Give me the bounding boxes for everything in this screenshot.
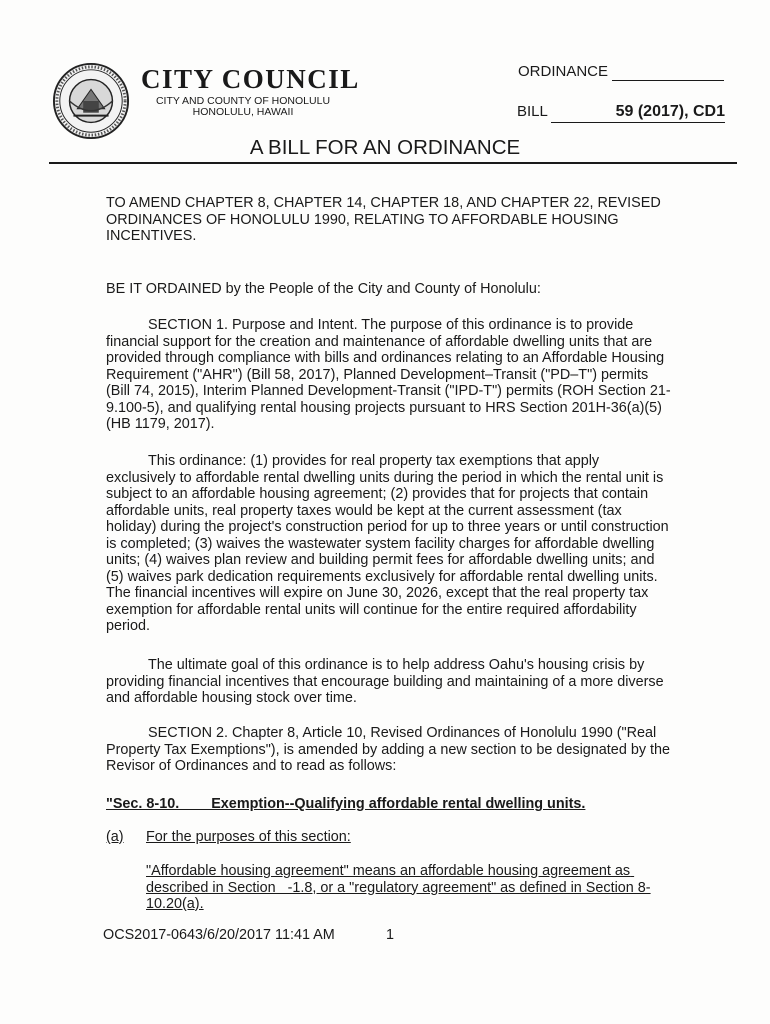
enacting-clause: BE IT ORDAINED by the People of the City and County of Honolulu: (106, 281, 541, 297)
bill-subject: TO AMEND CHAPTER 8, CHAPTER 14, CHAPTER 18, AND CHAPTER 22, REVISED ORDINANCES OF HONOLULU 1990, RELATING TO AFFORDABLE HOUSING INCENTIVES. (106, 195, 661, 244)
header-divider (49, 162, 737, 164)
bill-label: BILL (517, 103, 548, 120)
section-2-amendment: SECTION 2. Chapter 8, Article 10, Revised Ordinances of Honolulu 1990 ("Real Property Tax Exemptions"), is amended by adding a new section to be designated by the Revisor of Ordinances and to read as follows: (106, 725, 671, 774)
subsection-a-text: For the purposes of this section: (146, 829, 351, 845)
page-number: 1 (386, 927, 395, 943)
footer-document-id: OCS2017-0643/6/20/2017 11:41 AM (103, 927, 335, 943)
subsection-a-label: (a) (106, 829, 124, 845)
definition-affordable-housing-agreement: "Affordable housing agreement" means an affordable housing agreement as described in Section -1.8, or a "regulatory agreement" as defined in Section 8-10.20(a). (146, 863, 651, 912)
ordinance-label: ORDINANCE (518, 63, 609, 80)
section-1-purpose: SECTION 1. Purpose and Intent. The purpose of this ordinance is to provide financial support for the creation and maintenance of affordable dwelling units that are provided through compliance with bills and ordinances relating to an Affordable Housing Requirement ("AHR") (Bill 58, 2017), Planned Development–Transit ("PD–T") permits (Bill 74, 2015), Interim Planned Development-Transit ("IPD-T") permits (ROH Section 21-9.100-5), and qualifying rental housing projects pursuant to HRS Section 201H-36(a)(5) (HB 1179, 2017). (106, 317, 671, 432)
city-seal-icon (52, 62, 130, 140)
ordinance-number-blank (612, 80, 724, 81)
paragraph-incentives: This ordinance: (1) provides for real property tax exemptions that apply exclusively to affordable rental dwelling units during the period in which the rental unit is subject to an affordable housing agreement; (2) provides that for projects that contain affordable units, real property taxes would be kept at the current assessment (tax holiday) during the project's construction period for up to three years or until construction is completed; (3) waives the wastewater system facility charges for affordable dwelling units; (4) waives plan review and building permit fees for affordable dwelling units; and (5) waives park dedication requirements exclusively for affordable rental dwelling units. The financial incentives will expire on June 30, 2026, except that the real property tax exemption for affordable rental units will continue for the entire required affordability period. (106, 453, 669, 634)
bill-title: A BILL FOR AN ORDINANCE (249, 136, 521, 159)
paragraph-goal: The ultimate goal of this ordinance is to help address Oahu's housing crisis by providing financial incentives that encourage building and maintaining of a more diverse and affordable housing stock over time. (106, 657, 664, 706)
council-location: HONOLULU, HAWAII (192, 106, 294, 118)
council-subtitle (148, 96, 338, 118)
bill-number: 59 (2017), CD1 (551, 103, 725, 123)
council-title: CITY COUNCIL (141, 64, 360, 94)
council-jurisdiction: CITY AND COUNTY OF HONOLULU (155, 95, 331, 107)
section-heading: "Sec. 8-10. Exemption--Qualifying affordable rental dwelling units. (106, 796, 586, 812)
